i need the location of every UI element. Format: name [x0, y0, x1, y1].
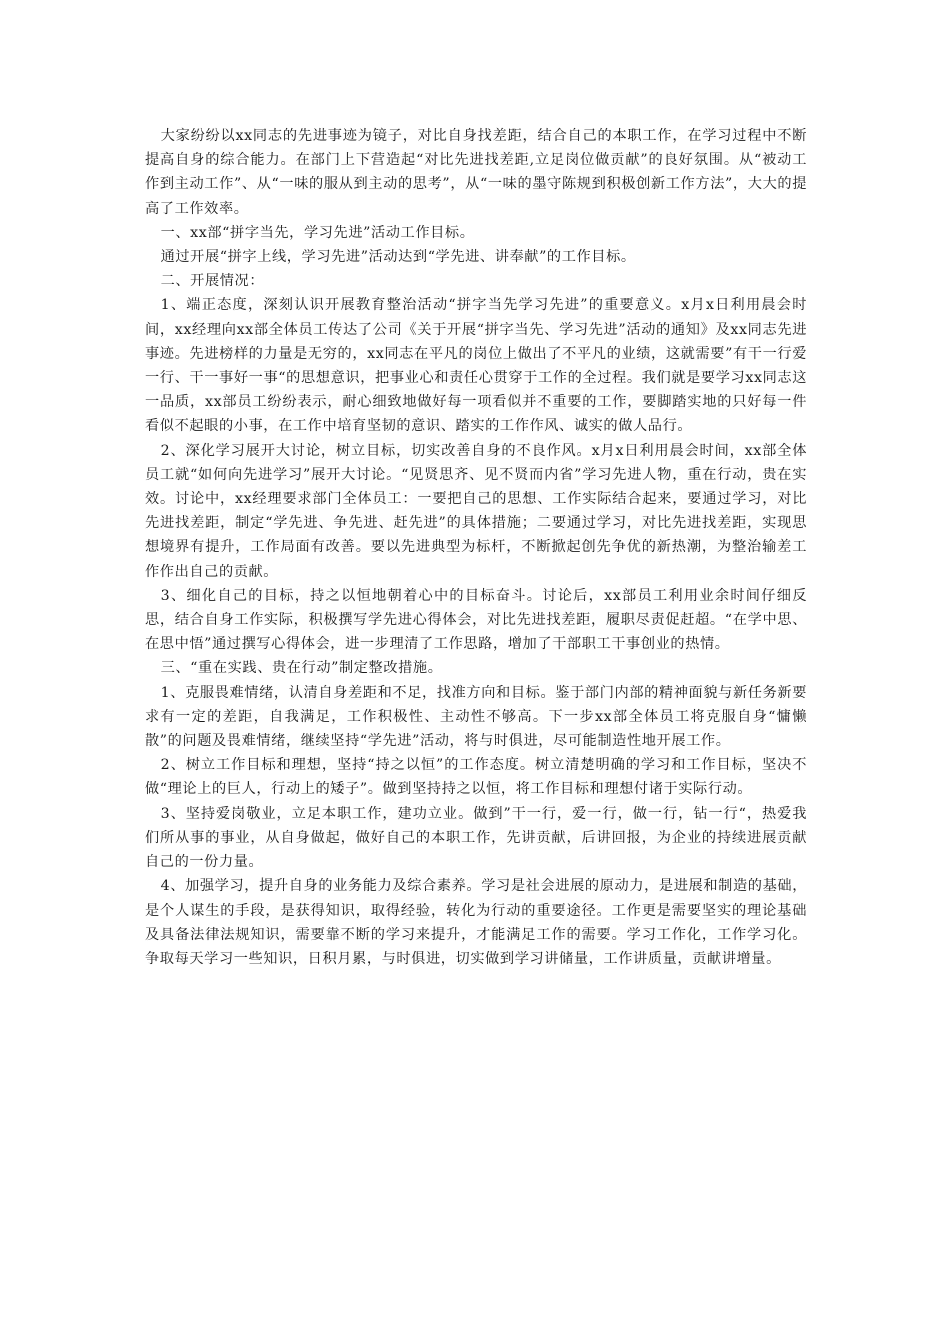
document-body: [145, 124, 807, 971]
measure-item-2: 2、树立工作目标和理想，坚持“持之以恒”的工作态度。树立清楚明确的学习和工作目标，坚决不做“理论上的巨人，行动上的矮子”。做到坚持持之以恒，将工作目标和理想付诸于实际行动。: [145, 757, 807, 798]
section-heading-measures: 三、“重在实践、贵在行动”制定整改措施。: [160, 660, 443, 677]
measure-item-4: 4、加强学习，提升自身的业务能力及综合素养。学习是社会进展的原动力，是进展和制造的基础，是个人谋生的手段，是获得知识，取得经验，转化为行动的重要途径。工作更是需要坚实的理论基础及具备法律法规知识，需要靠不断的学习来提升，才能满足工作的需要。学习工作化，工作学习化。争取每天学习一些知识，日积月累，与时俱进，切实做到学习讲储量，工作讲质量，贡献讲增量。: [145, 878, 807, 967]
section-heading-goal: 一、xx部“拼字当先，学习先进”活动工作目标。: [160, 224, 475, 241]
measure-item-3: 3、坚持爱岗敬业，立足本职工作，建功立业。做到”干一行，爱一行，做一行，钻一行“，热爱我们所从事的事业，从自身做起，做好自己的本职工作，先讲贡献，后讲回报，为企业的持续进展贡献自己的一份力量。: [145, 805, 807, 871]
goal-paragraph: 通过开展“拼字上线，学习先进”活动达到“学先进、讲奉献”的工作目标。: [160, 249, 636, 266]
section-heading-progress: 二、开展情况：: [160, 273, 265, 290]
progress-item-2: 2、深化学习展开大讨论，树立目标，切实改善自身的不良作风。x月x日利用晨会时间，xx部全体员工就“如何向先进学习”展开大讨论。“见贤思齐、见不贤而内省”学习先进人物，重在行动，贵在实效。讨论中，xx经理要求部门全体员工：一要把自己的思想、工作实际结合起来，要通过学习，对比先进找差距，制定“学先进、争先进、赶先进”的具体措施；二要通过学习，对比先进找差距，实现思想境界有提升，工作局面有改善。要以先进典型为标杆，不断掀起创先争优的新热潮，为整治输差工作作出自己的贡献。: [145, 442, 807, 580]
progress-item-3: 3、细化自己的目标，持之以恒地朝着心中的目标奋斗。讨论后，xx部员工利用业余时间仔细反思，结合自身工作实际，积极撰写学先进心得体会，对比先进找差距，履职尽责促赶超。“在学中思、在思中悟”通过撰写心得体会，进一步理清了工作思路，增加了干部职工干事创业的热情。: [145, 587, 807, 653]
measure-item-1: 1、克服畏难情绪，认清自身差距和不足，找准方向和目标。鉴于部门内部的精神面貌与新任务新要求有一定的差距，自我满足，工作积极性、主动性不够高。下一步xx部全体员工将克服自身“慵懒散”的问题及畏难情绪，继续坚持“学先进”活动，将与时俱进，尽可能制造性地开展工作。: [145, 684, 807, 750]
progress-item-1: 1、端正态度，深刻认识开展教育整治活动“拼字当先学习先进”的重要意义。x月x日利用晨会时间，xx经理向xx部全体员工传达了公司《关于开展“拼字当先、学习先进”活动的通知》及xx同志先进事迹。先进榜样的力量是无穷的，xx同志在平凡的岗位上做出了不平凡的业绩，这就需要”有干一行爱一行、干一事好一事“的思想意识，把事业心和责任心贯穿于工作的全过程。我们就是要学习xx同志这一品质，xx部员工纷纷表示，耐心细致地做好每一项看似并不重要的工作，要脚踏实地的只好每一件看似不起眼的小事，在工作中培育坚韧的意识、踏实的工作作风、诚实的做人品行。: [145, 297, 807, 435]
intro-paragraph: 大家纷纷以xx同志的先进事迹为镜子，对比自身找差距，结合自己的本职工作，在学习过程中不断提高自身的综合能力。在部门上下营造起“对比先进找差距,立足岗位做贡献”的良好氛围。从“被动工作到主动工作”、从“一味的服从到主动的思考”，从“一味的墨守陈规到积极创新工作方法”，大大的提高了工作效率。: [145, 128, 807, 217]
